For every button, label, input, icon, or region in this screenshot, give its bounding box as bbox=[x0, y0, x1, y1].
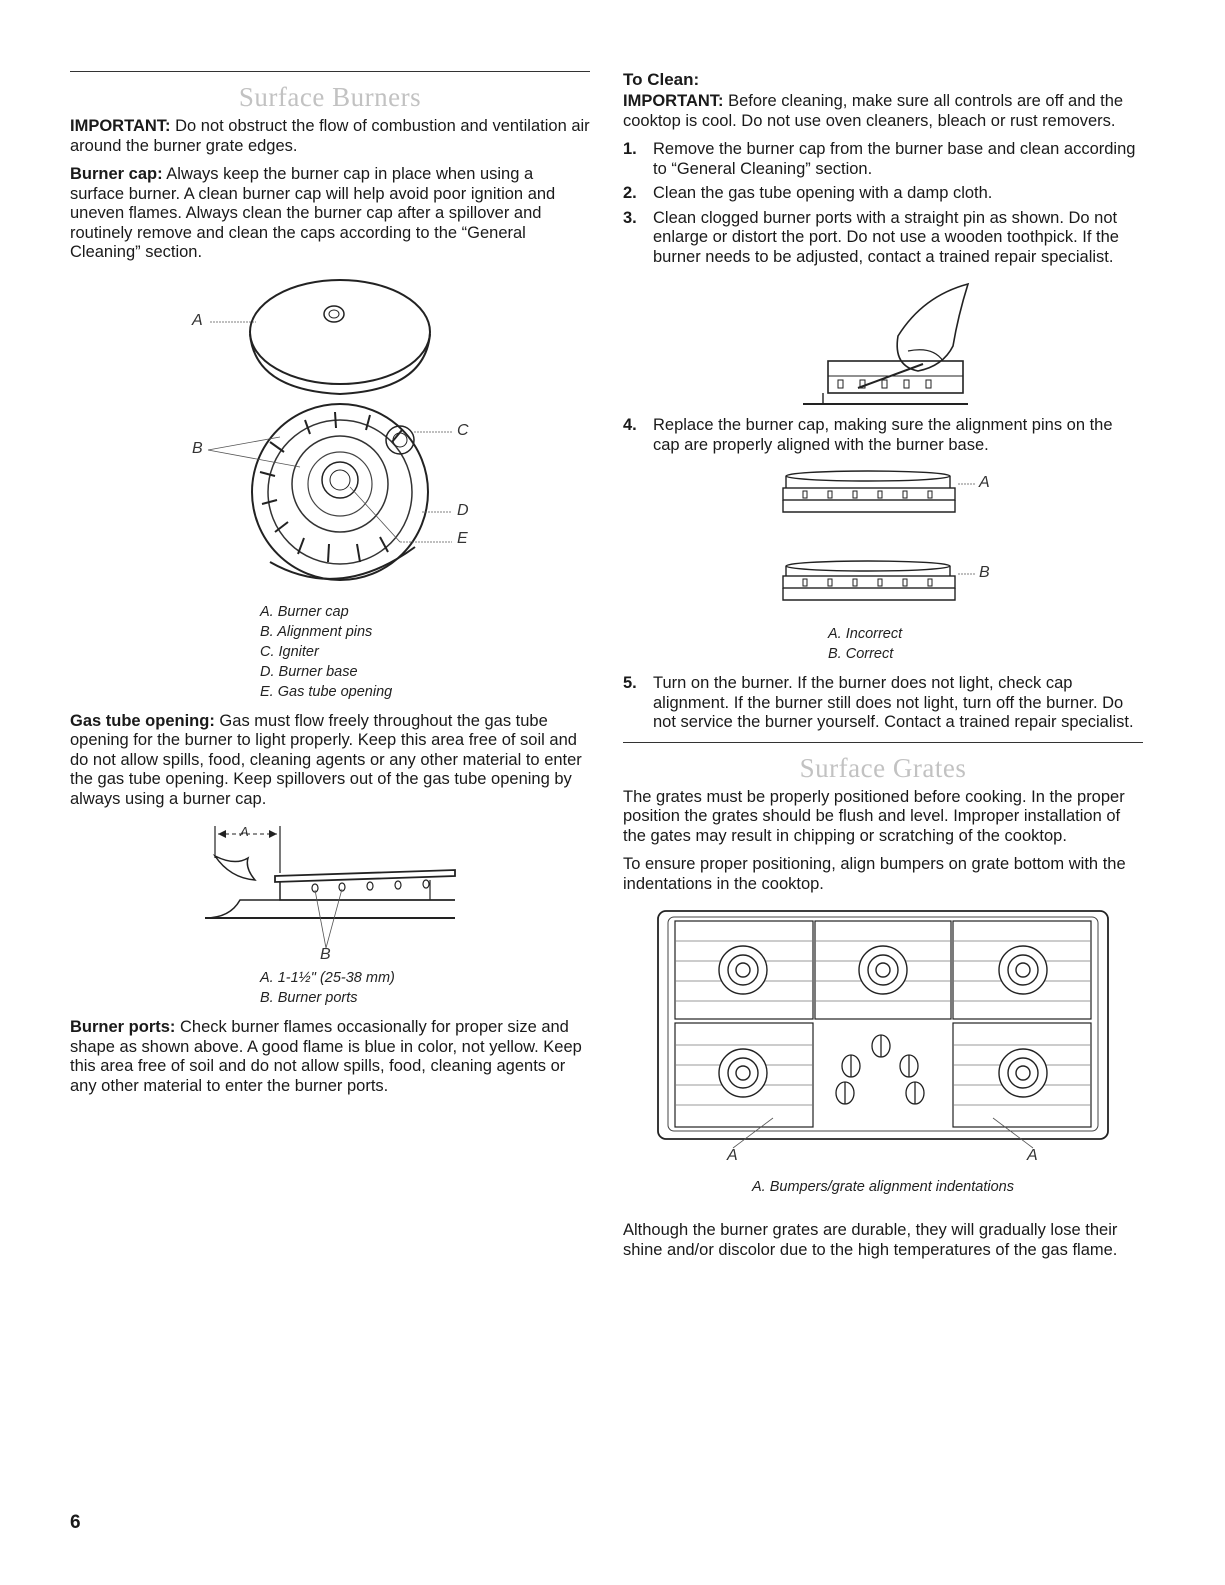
list-item bbox=[623, 184, 1143, 204]
page-number: 6 bbox=[70, 1512, 81, 1533]
step-number: 1. bbox=[623, 140, 637, 158]
caption-item: A. 1-1½" (25-38 mm) bbox=[260, 970, 395, 986]
cap-alignment-captions bbox=[828, 624, 1143, 664]
burner-ports-captions bbox=[260, 968, 590, 1008]
section-rule bbox=[623, 742, 1143, 743]
clean-important-paragraph bbox=[623, 92, 1143, 131]
figure-label-b: B bbox=[192, 439, 203, 457]
list-item bbox=[623, 209, 1143, 268]
caption-item: E. Gas tube opening bbox=[260, 683, 393, 700]
section-title-surface-burners: Surface Burners bbox=[238, 82, 422, 112]
list-item bbox=[623, 416, 1143, 455]
figure-label-e: E bbox=[457, 529, 468, 547]
burner-assembly-captions bbox=[260, 602, 590, 702]
step-number: 5. bbox=[623, 674, 637, 692]
grates-paragraph-3: Although the burner grates are durable, they will gradually lose their shine and/or discolor due to the high temperatures of the gas flame. bbox=[623, 1221, 1118, 1259]
caption-item: B. Alignment pins bbox=[260, 623, 373, 640]
cleaning-steps-list bbox=[623, 140, 1143, 267]
cap-alignment-figure bbox=[623, 464, 1143, 624]
cooktop-grates-illustration bbox=[623, 903, 1143, 1173]
gas-tube-text: Gas must flow freely throughout the gas tube opening for the burner to light properly. Keep this area free of soil and do not allow spills, food, cleaning agents or any other material to enter the gas tube opening. Keep spillovers out of the gas tube opening by always using a burner cap. bbox=[70, 711, 582, 808]
grates-paragraph-2: To ensure proper positioning, align bumpers on grate bottom with the indentations in the cooktop. bbox=[623, 855, 1126, 893]
important-label: IMPORTANT: bbox=[70, 117, 171, 135]
important-label: IMPORTANT: bbox=[623, 92, 724, 110]
burner-assembly-illustration bbox=[70, 272, 590, 602]
important-text: Do not obstruct the flow of combustion and ventilation air around the burner grate edges. bbox=[70, 117, 590, 155]
section-rule bbox=[70, 71, 590, 72]
figure-label-a: A bbox=[240, 824, 249, 839]
burner-assembly-figure bbox=[70, 272, 590, 602]
figure-label-d: D bbox=[457, 501, 469, 519]
cleaning-steps-list-cont bbox=[623, 416, 1143, 455]
caption-item: B. Burner ports bbox=[260, 990, 358, 1006]
incorrect-cap-drawing bbox=[783, 471, 975, 512]
step-number: 4. bbox=[623, 416, 637, 434]
step-number: 2. bbox=[623, 184, 637, 202]
burner-ports-paragraph bbox=[70, 1018, 590, 1096]
correct-cap-drawing bbox=[783, 561, 975, 600]
burner-ports-figure bbox=[70, 818, 590, 968]
figure-label-a: A bbox=[727, 1147, 738, 1164]
step-text: Replace the burner cap, making sure the alignment pins on the cap are properly aligned with the burner base. bbox=[653, 416, 1113, 454]
step-text: Turn on the burner. If the burner does not light, check cap alignment. If the burner still does not light, turn off the burner. Do not service the burner yourself. Contact a trained repair specialist. bbox=[653, 674, 1134, 731]
caption-item: A. Incorrect bbox=[828, 626, 903, 642]
cooktop-grates-caption: A. Bumpers/grate alignment indentations bbox=[752, 1179, 1014, 1195]
right-column bbox=[623, 64, 1143, 1269]
caption-item: B. Correct bbox=[828, 646, 894, 662]
figure-label-a: A bbox=[192, 311, 203, 329]
cooktop-grates-figure bbox=[623, 903, 1143, 1173]
cap-alignment-illustration bbox=[623, 464, 1143, 624]
step-text: Clean clogged burner ports with a straight pin as shown. Do not enlarge or distort the port. Do not use a wooden toothpick. If the burner needs to be adjusted, contact a trained repair specialist. bbox=[653, 208, 1119, 266]
caption-item: C. Igniter bbox=[260, 643, 319, 660]
figure-label-b: B bbox=[320, 946, 331, 963]
to-clean-heading: To Clean: bbox=[623, 70, 700, 89]
important-paragraph bbox=[70, 117, 590, 156]
burner-ports-label: Burner ports: bbox=[70, 1018, 176, 1036]
section-title-surface-grates: Surface Grates bbox=[799, 752, 967, 783]
caption-item: D. Burner base bbox=[260, 663, 358, 680]
list-item bbox=[623, 140, 1143, 179]
figure-label-a: A bbox=[979, 474, 990, 491]
pin-cleaning-figure bbox=[623, 276, 1143, 416]
step-text: Remove the burner cap from the burner base and clean according to “General Cleaning” section. bbox=[653, 140, 1136, 178]
gas-tube-label: Gas tube opening: bbox=[70, 711, 215, 730]
grates-paragraph-1: The grates must be properly positioned before cooking. In the proper position the grates should be flush and level. Improper installation of the gates may result in chipping or scratching of the cooktop. bbox=[623, 787, 1125, 845]
caption-item: A. Burner cap bbox=[260, 603, 349, 620]
figure-label-c: C bbox=[457, 421, 469, 439]
burner-cap-paragraph bbox=[70, 165, 590, 263]
burner-cap-label: Burner cap: bbox=[70, 165, 163, 183]
figure-label-b: B bbox=[979, 564, 990, 581]
gas-tube-paragraph bbox=[70, 712, 590, 810]
control-knobs bbox=[836, 1035, 924, 1104]
pin-cleaning-illustration bbox=[623, 276, 1143, 416]
step-text: Clean the gas tube opening with a damp cloth. bbox=[653, 184, 993, 202]
burner-cap-text: Always keep the burner cap in place when using a surface burner. A clean burner cap will help avoid poor ignition and uneven flames. Always clean the burner cap after a spillover and routinely remove and clean the caps according to the “General Cleaning” section. bbox=[70, 165, 556, 261]
figure-label-a: A bbox=[1027, 1147, 1038, 1164]
step-number: 3. bbox=[623, 208, 637, 227]
important-text: Before cleaning, make sure all controls are off and the cooktop is cool. Do not use oven cleaners, bleach or rust removers. bbox=[623, 92, 1124, 130]
list-item bbox=[623, 674, 1143, 733]
cleaning-steps-list-end bbox=[623, 674, 1143, 733]
burner-ports-text: Check burner flames occasionally for proper size and shape as shown above. A good flame is blue in color, not yellow. Keep this area free of soil and do not allow spills, food, cleaning agents or any other material to enter the burner ports. bbox=[70, 1018, 582, 1095]
left-column bbox=[70, 60, 590, 1105]
